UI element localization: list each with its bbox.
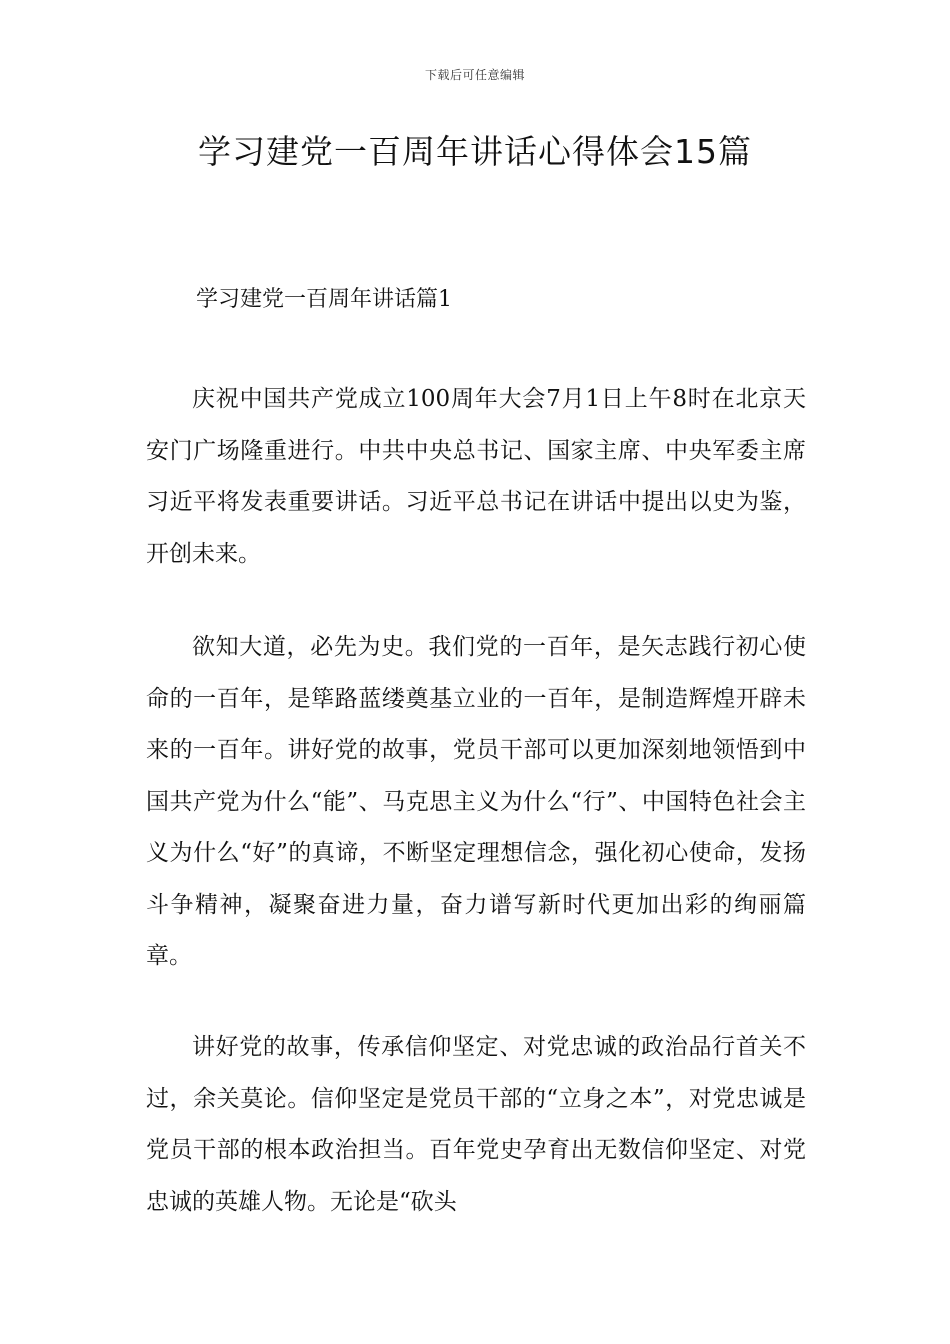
paragraph-3: 讲好党的故事，传承信仰坚定、对党忠诚的政治品行首关不过，余关莫论。信仰坚定是党员干部的“立身之本”，对党忠诚是党员干部的根本政治担当。百年党史孕育出无数信仰坚定、对党忠诚的英雄人物。无论是“砍头	[146, 1034, 806, 1215]
header-note: 下载后可任意编辑	[424, 68, 525, 82]
paragraph-2: 欲知大道，必先为史。我们党的一百年，是矢志践行初心使命的一百年，是筚路蓝缕奠基立业的一百年，是制造辉煌开辟未来的一百年。讲好党的故事，党员干部可以更加深刻地领悟到中国共产党为什么“能”、马克思主义为什么“行”、中国特色社会主义为什么“好”的真谛，不断坚定理想信念，强化初心使命，发扬斗争精神，凝聚奋进力量，奋力谱写新时代更加出彩的绚丽篇章。	[146, 634, 806, 969]
document-title: 学习建党一百周年讲话心得体会15篇	[198, 132, 752, 171]
section-heading: 学习建党一百周年讲话篇1	[196, 287, 452, 312]
paragraph-1: 庆祝中国共产党成立100周年大会7月1日上午8时在北京天安门广场隆重进行。中共中央总书记、国家主席、中央军委主席习近平将发表重要讲话。习近平总书记在讲话中提出以史为鉴，开创未来。	[146, 386, 806, 567]
